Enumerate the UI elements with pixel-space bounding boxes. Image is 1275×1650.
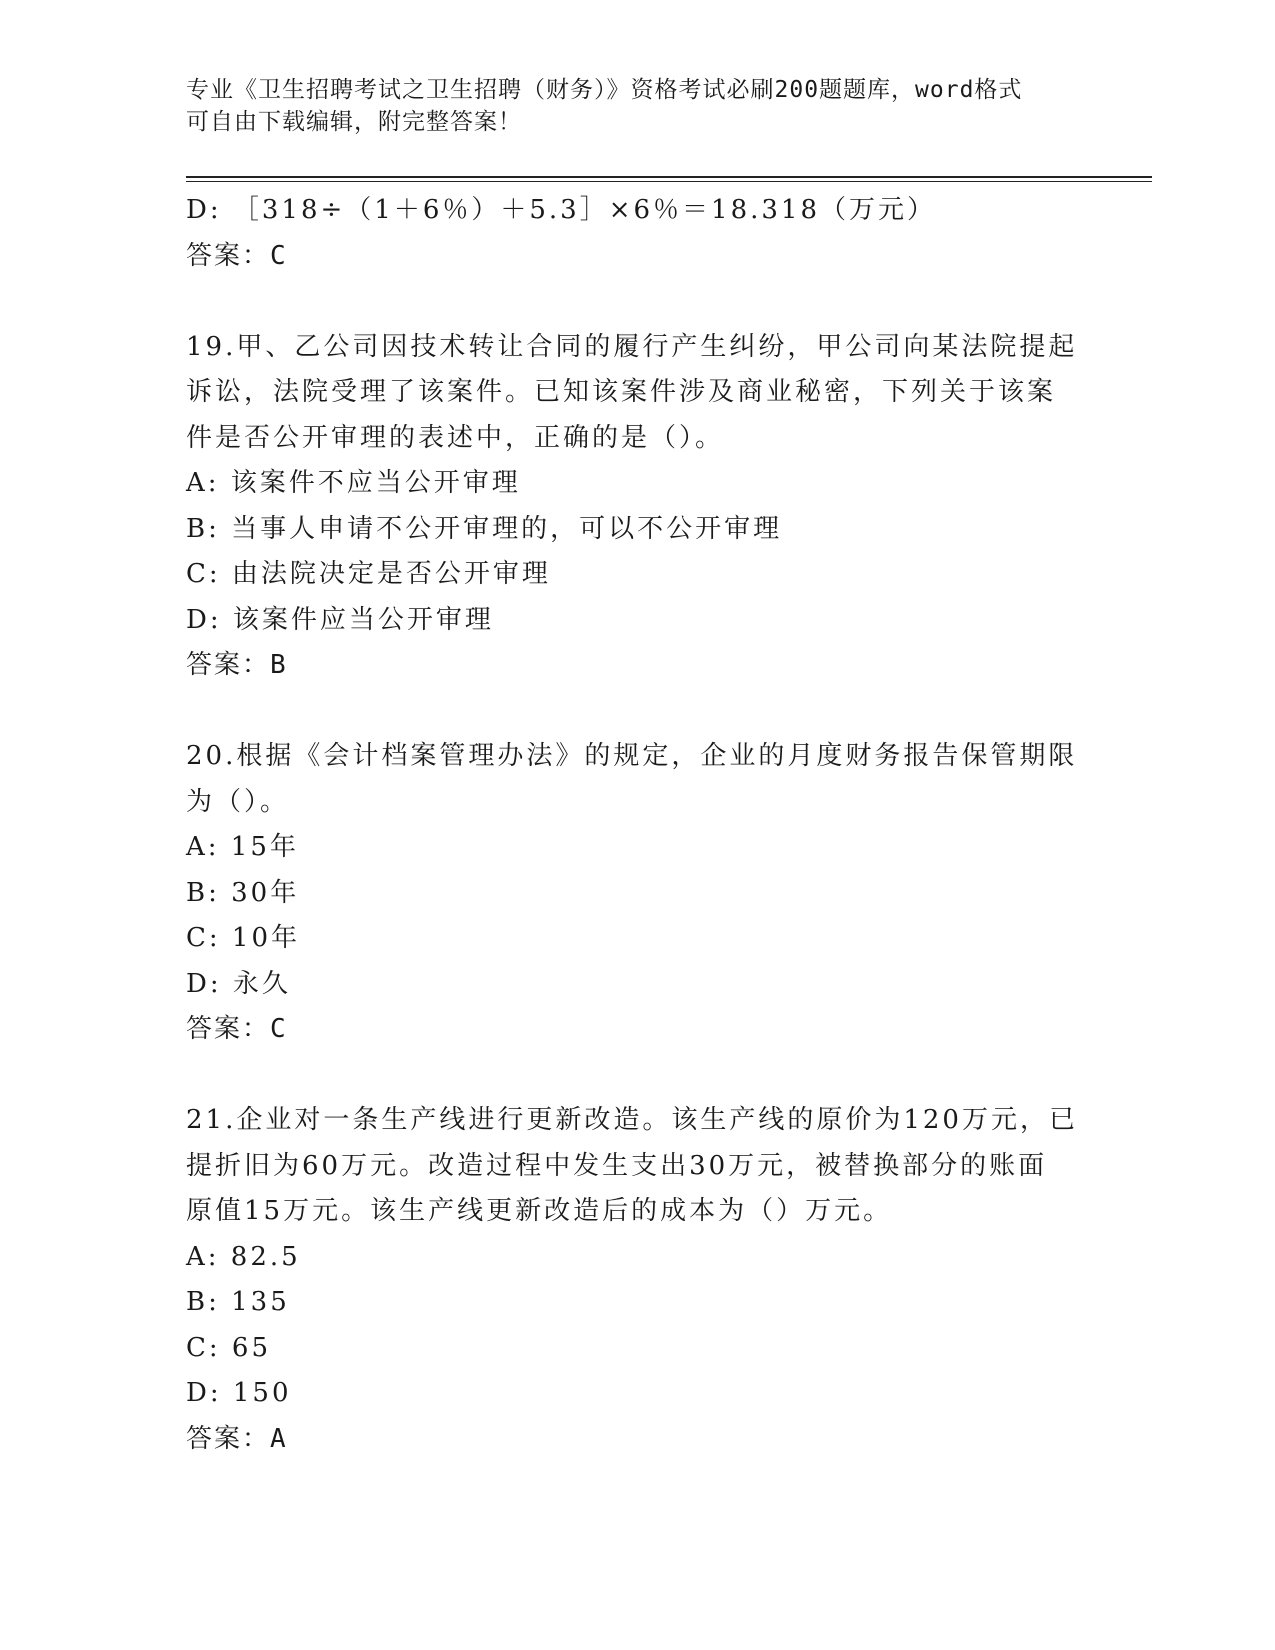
option-d: D: 150	[186, 1378, 292, 1408]
question-stem-line: 19.甲、乙公司因技术转让合同的履行产生纠纷，甲公司向某法院提起	[186, 331, 1078, 362]
answer-line: 答案：C	[186, 1014, 288, 1044]
header-title-line-2: 可自由下载编辑，附完整答案！	[186, 109, 522, 135]
option-c: C: 10年	[186, 923, 301, 953]
question-20	[186, 734, 1086, 1053]
answer-line: 答案：A	[186, 1423, 288, 1454]
question-21	[186, 1098, 1086, 1462]
question-stem-line: 21.企业对一条生产线进行更新改造。该生产线的原价为120万元，已	[186, 1105, 1078, 1135]
option-c: C: 65	[186, 1332, 272, 1363]
page-header	[186, 74, 1066, 138]
option-b: B: 30年	[186, 877, 300, 908]
option-b: B: 当事人申请不公开审理的，可以不公开审理	[186, 513, 783, 544]
option-a: A: 15年	[186, 832, 299, 862]
spacer	[186, 1053, 1086, 1099]
option-c: C: 由法院决定是否公开审理	[186, 559, 551, 589]
answer-line: 答案：B	[186, 650, 288, 680]
option-d: D: ［318÷（1＋6％）＋5.3］×6％＝18.318（万元）	[186, 195, 937, 225]
option-b: B: 135	[186, 1287, 290, 1317]
question-stem-line: 20.根据《会计档案管理办法》的规定，企业的月度财务报告保管期限	[186, 741, 1078, 771]
question-stem-line: 为（）。	[186, 786, 290, 817]
question-19	[186, 325, 1086, 689]
spacer	[186, 279, 1086, 325]
spacer	[186, 689, 1086, 735]
header-rule-thin	[186, 181, 1152, 182]
answer-line: 答案：C	[186, 240, 288, 271]
option-d: D: 该案件应当公开审理	[186, 604, 494, 635]
question-list	[186, 188, 1086, 1462]
option-a: A: 该案件不应当公开审理	[186, 468, 521, 498]
option-a: A: 82.5	[186, 1241, 301, 1272]
question-stem-line: 件是否公开审理的表述中，正确的是（）。	[186, 422, 725, 453]
option-d: D: 永久	[186, 968, 291, 999]
question-stem-line: 提折旧为60万元。改造过程中发生支出30万元，被替换部分的账面	[186, 1150, 1048, 1181]
header-title-line-1: 专业《卫生招聘考试之卫生招聘（财务）》资格考试必刷200题题库，word格式	[186, 77, 1023, 103]
question-18-tail	[186, 188, 1086, 279]
question-stem-line: 诉讼，法院受理了该案件。已知该案件涉及商业秘密，下列关于该案	[186, 377, 1057, 407]
question-stem-line: 原值15万元。该生产线更新改造后的成本为（）万元。	[186, 1196, 893, 1226]
header-rule-thick	[186, 176, 1152, 178]
